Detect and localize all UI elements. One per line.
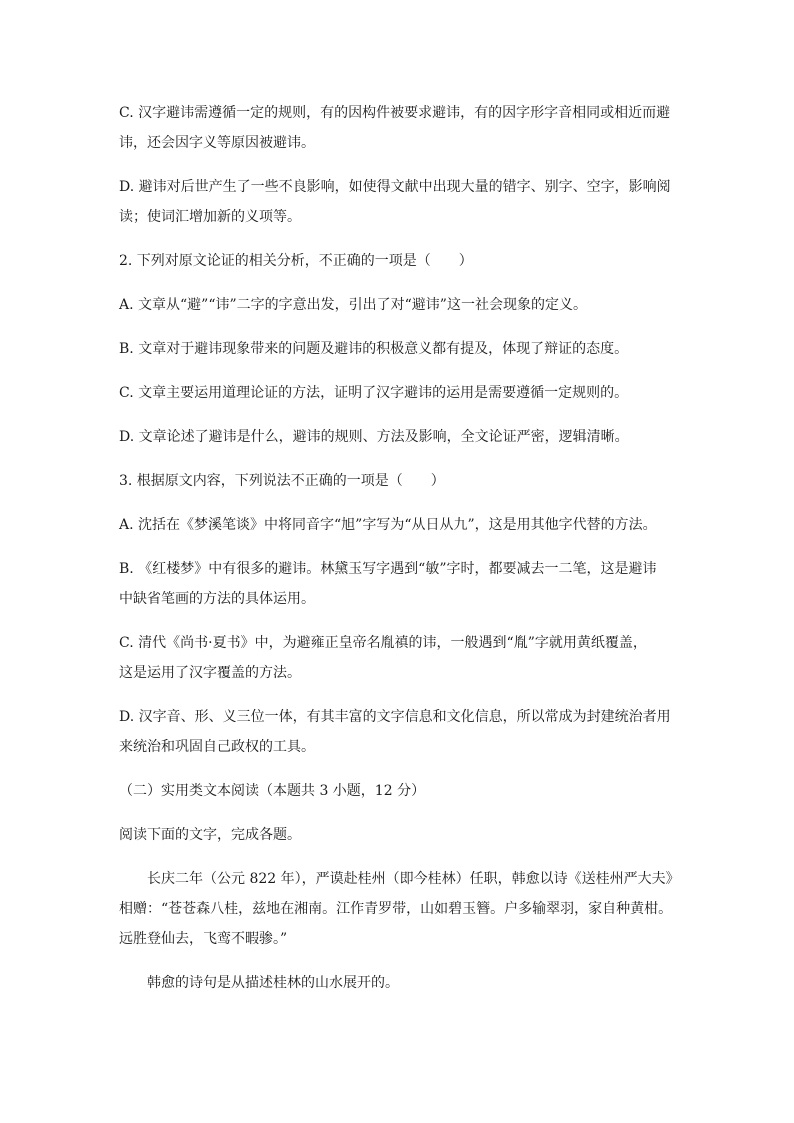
text-line: 读；使词汇增加新的义项等。: [119, 209, 301, 225]
text-line: C. 文章主要运用道理论证的方法，证明了汉字避讳的运用是需要遵循一定规则的。: [119, 385, 629, 401]
text-line: 韩愈的诗句是从描述桂林的山水展开的。: [147, 975, 399, 991]
text-line: B. 《红楼梦》中有很多的避讳。林黛玉写字遇到“敏”字时，都要减去一二笔，这是避讳: [119, 561, 657, 577]
text-line: 长庆二年（公元 822 年），严谟赴桂州（即今桂林）任职，韩愈以诗《送桂州严大夫》: [147, 871, 680, 887]
question-3: [119, 466, 679, 496]
question-3-option-c: [119, 628, 679, 688]
passage-paragraph-1: [119, 864, 679, 954]
question-2-option-c: [119, 378, 679, 408]
text-line: A. 沈括在《梦溪笔谈》中将同音字“旭”字写为“从日从九”，这是用其他字代替的方法。: [119, 517, 657, 533]
document-body: [119, 98, 679, 1012]
question-3-option-a: [119, 510, 679, 540]
text-line: 2. 下列对原文论证的相关分析，不正确的一项是（ ）: [119, 253, 473, 269]
text-line: D. 避讳对后世产生了一些不良影响，如使得文献中出现大量的错字、别字、空字，影响阅: [119, 179, 671, 195]
text-line: 远胜登仙去，飞鸾不暇骖。”: [119, 931, 288, 947]
text-line: 相赠：“苍苍森八桂，兹地在湘南。江作青罗带，山如碧玉簪。户多输翠羽，家自种黄柑。: [119, 901, 673, 917]
text-line: D. 汉字音、形、义三位一体，有其丰富的文字信息和文化信息，所以常成为封建统治者用: [119, 709, 671, 725]
text-line: 3. 根据原文内容，下列说法不正确的一项是（ ）: [119, 473, 445, 489]
question-3-option-b: [119, 554, 679, 614]
text-line: 中缺省笔画的方法的具体运用。: [119, 591, 315, 607]
text-line: （二）实用类文本阅读（本题共 3 小题，12 分）: [119, 783, 426, 799]
text-line: C. 清代《尚书·夏书》中，为避雍正皇帝名胤禛的讳，一般遇到“胤”字就用黄纸覆盖，: [119, 635, 647, 651]
option-d-avoidance-effects: [119, 172, 679, 232]
text-line: 阅读下面的文字，完成各题。: [119, 827, 301, 843]
question-2-option-b: [119, 334, 679, 364]
text-line: 讳，还会因字义等原因被避讳。: [119, 135, 315, 151]
option-c-avoidance-rules: [119, 98, 679, 158]
text-line: C. 汉字避讳需遵循一定的规则，有的因构件被要求避讳，有的因字形字音相同或相近而避: [119, 105, 671, 121]
text-line: A. 文章从“避”“讳”二字的字意出发，引出了对“避讳”这一社会现象的定义。: [119, 297, 587, 313]
text-line: B. 文章对于避讳现象带来的问题及避讳的积极意义都有提及，体现了辩证的态度。: [119, 341, 629, 357]
question-2-option-a: [119, 290, 679, 320]
reading-instruction: [119, 820, 679, 850]
text-line: D. 文章论述了避讳是什么，避讳的规则、方法及影响，全文论证严密，逻辑清晰。: [119, 429, 629, 445]
question-2-option-d: [119, 422, 679, 452]
text-line: 来统治和巩固自己政权的工具。: [119, 739, 315, 755]
passage-paragraph-2: [119, 968, 679, 998]
section-heading-practical-reading: [119, 776, 679, 806]
text-line: 这是运用了汉字覆盖的方法。: [119, 665, 301, 681]
question-2: [119, 246, 679, 276]
question-3-option-d: [119, 702, 679, 762]
